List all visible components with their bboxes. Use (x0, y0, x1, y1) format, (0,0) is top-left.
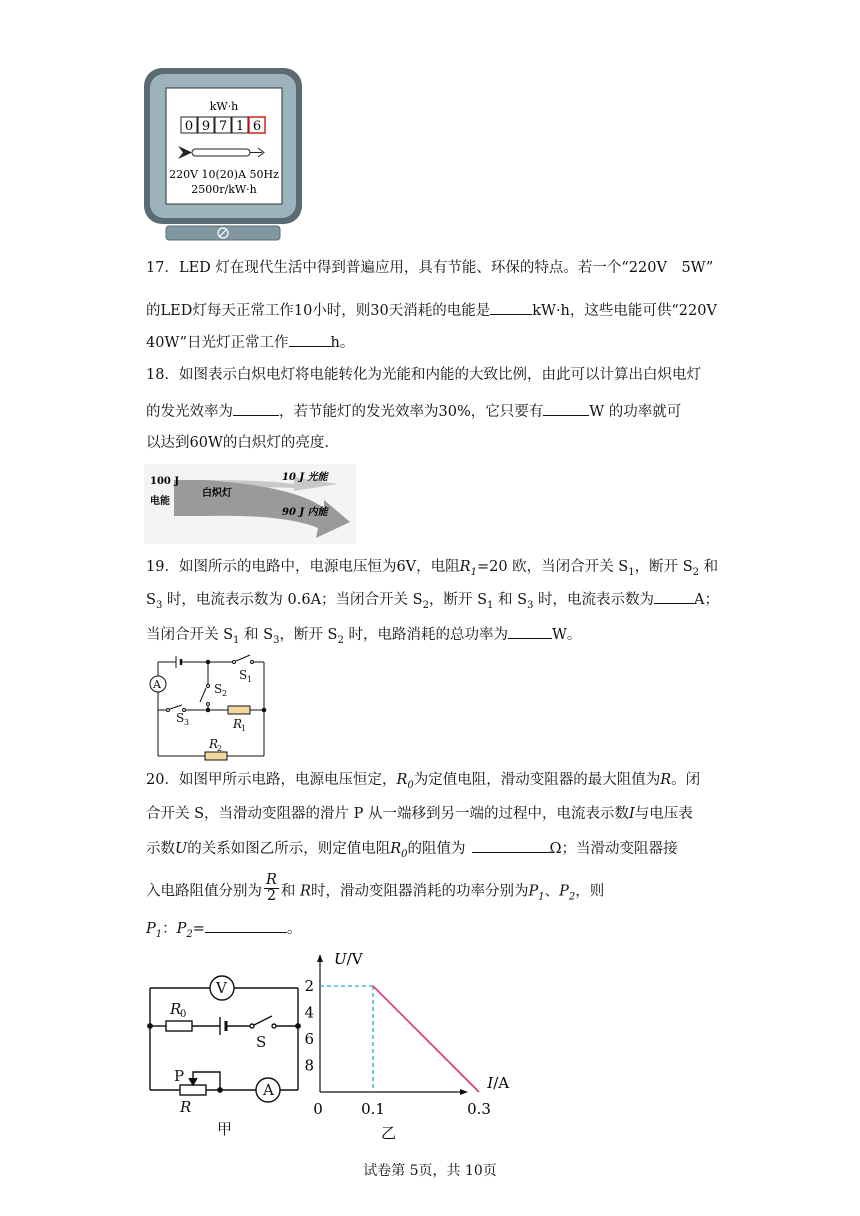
q20-sub: 2 (186, 928, 193, 940)
q19-text: 19．如图所示的电路中，电源电压恒为6V，电阻 (146, 559, 460, 575)
y-tick-label: 4 (304, 1003, 314, 1022)
q20-circuit-jia (140, 966, 310, 1142)
q19-sub: 2 (692, 566, 700, 578)
q19-sub: 1 (487, 599, 494, 611)
resistor-r2-icon (205, 752, 227, 760)
q20-var: R (660, 772, 672, 788)
meter-digit-row (181, 117, 265, 134)
q20-text: 的关系如图乙所示，则定值电阻 (187, 841, 391, 857)
q20-text: 为定值电阻，滑动变阻器的最大阻值为 (413, 772, 661, 788)
q19-sub: 3 (527, 599, 534, 611)
switch-label: S (256, 1033, 267, 1051)
figure-caption: 甲 (217, 1120, 233, 1138)
q19-text: ，断开 S (634, 559, 693, 575)
y-axis-label: U/V (334, 950, 363, 968)
fraction-r-over-2 (264, 873, 279, 904)
q19-text: 和 S (239, 627, 274, 643)
meter-unit: kW·h (209, 100, 239, 113)
q19-sub: 3 (273, 634, 280, 646)
q19-sub: 1 (628, 566, 635, 578)
q20-sub: 1 (155, 928, 163, 940)
q18-line2 (146, 401, 681, 422)
q18-text: W 的功率就可 (589, 404, 682, 420)
q18-text: 的发光效率为 (146, 404, 233, 420)
y-tick-label: 6 (304, 1030, 314, 1048)
q20-text: 与电压表 (634, 806, 693, 822)
q20-text: 、 (544, 883, 560, 900)
answer-blank (233, 401, 279, 416)
q20-var: R (396, 772, 408, 788)
q19-sub: 1 (470, 566, 477, 578)
answer-blank (654, 589, 694, 604)
q18-line3: 以达到60W的白炽灯的亮度. (146, 435, 329, 451)
q20-var: P (146, 921, 156, 937)
q20-text: 和 (280, 883, 296, 900)
answer-blank (289, 332, 331, 347)
figure-caption: 乙 (381, 1124, 397, 1142)
switch-s1-sub: 1 (247, 675, 253, 684)
energy-input-value: 100 J (150, 476, 180, 487)
rheostat-icon (180, 1085, 206, 1095)
q20-line3 (146, 838, 678, 865)
q19-line1 (146, 557, 718, 583)
meter-digit: 1 (235, 119, 245, 134)
q20-text: 20．如图甲所示电路，电源电压恒定， (146, 772, 397, 788)
q20-text: 时，滑动变阻器消耗的功率分别为 (310, 883, 529, 900)
x-axis-label: I/A (487, 1074, 510, 1092)
q20-var: R (390, 841, 402, 857)
q20-var: I (629, 806, 635, 822)
q19-sub: 1 (233, 634, 240, 646)
q17-text: kW·h，这些电能可供“220V (532, 303, 717, 319)
answer-blank (472, 838, 550, 853)
q20-text: 合开关 S，当滑动变阻器的滑片 P 从一端移到另一端的过程中，电流表示数 (146, 806, 630, 822)
q18-text: ，若节能灯的发光效率为30%，它只要有 (279, 404, 544, 420)
electricity-meter-figure (140, 66, 308, 244)
q20-text: ： (162, 921, 177, 937)
q20-sub: 2 (568, 891, 576, 903)
switch-s3-sub: 3 (184, 718, 190, 727)
q20-text: 。闭 (671, 772, 701, 788)
resistor-r1-icon (228, 706, 250, 714)
page-footer: 试卷第 5页，共 10页 (363, 1163, 497, 1179)
energy-input-label: 电能 (150, 496, 170, 507)
q20-var: P (528, 883, 539, 900)
resistor-r2-label: R (209, 737, 219, 751)
q17-text: h。 (330, 335, 355, 351)
q19-sub: 3 (155, 599, 163, 611)
q20-sub: 0 (407, 779, 414, 791)
q20-text: Ω；当滑动变阻器接 (549, 841, 678, 857)
y-tick-label: 2 (304, 977, 314, 995)
q19-text: S (146, 592, 156, 608)
q19-text: 时，电路消耗的总功率为 (343, 627, 508, 643)
answer-blank (490, 300, 532, 315)
resistor-r2-sub: 2 (217, 744, 223, 753)
q20-text: 示数 (146, 841, 175, 857)
meter-digit: 0 (184, 119, 194, 134)
x-axis-arrow-icon (460, 1089, 468, 1095)
q20-var: R (300, 883, 311, 900)
q19-line3 (146, 624, 581, 651)
resistor-r0-label: R (170, 1000, 182, 1018)
q19-text: =20 欧，当闭合开关 S (476, 559, 629, 575)
rheostat-label: R (180, 1098, 192, 1116)
q20-line2 (146, 804, 693, 824)
q19-text: 当闭合开关 S (146, 627, 234, 643)
q17-text: 的LED灯每天正常工作10小时，则30天消耗的电能是 (146, 303, 491, 319)
ammeter-label: A (153, 678, 161, 691)
q19-circuit-diagram (144, 652, 274, 762)
q19-text: A； (694, 592, 720, 608)
q20-line5 (146, 918, 301, 945)
q20-sub: 1 (538, 891, 545, 903)
resistor-r0-icon (166, 1021, 192, 1031)
ammeter-label: A (263, 1081, 274, 1099)
q19-text: 和 S (493, 592, 528, 608)
q17-line1: 17．LED 灯在现代生活中得到普遍应用，具有节能、环保的特点。若一个“220V 5W” (146, 260, 714, 276)
resistor-r1-label: R (233, 717, 243, 731)
q20-line4 (146, 872, 605, 907)
q19-text: W。 (551, 627, 582, 643)
energy-out-light: 10 J 光能 (282, 472, 328, 483)
voltmeter-label: V (216, 979, 227, 997)
meter-digit: 9 (201, 119, 211, 134)
q19-sub: 2 (337, 634, 344, 646)
q20-var: U (175, 841, 188, 857)
series-line (373, 986, 479, 1092)
resistor-r1-sub: 1 (241, 724, 247, 733)
q19-text: 时，电流表示数为 (533, 592, 655, 608)
answer-blank (508, 624, 552, 639)
energy-flow-diagram (144, 464, 356, 544)
q17-text: 40W”日光灯正常工作 (146, 335, 289, 351)
q20-text: 入电路阻值分别为 (146, 883, 262, 900)
q20-text: 。 (286, 921, 302, 937)
q19-text: 和 (699, 559, 719, 575)
q20-text: = (192, 921, 205, 937)
meter-digit: 6 (252, 119, 262, 134)
x-tick-label: 0.3 (467, 1100, 491, 1118)
y-axis-arrow-icon (317, 954, 323, 962)
meter-rating-line2: 2500r/kW·h (191, 183, 257, 196)
switch-s2-label: S (214, 682, 223, 696)
q20-ui-graph-yi (300, 950, 510, 1142)
meter-digit: 7 (218, 119, 228, 134)
q19-text: ，断开 S (428, 592, 488, 608)
q19-text: ，断开 S (279, 627, 338, 643)
resistor-r0-sub: 0 (180, 1009, 187, 1020)
q20-text: ，则 (575, 883, 605, 900)
x-tick-label: 0.1 (361, 1100, 385, 1118)
q18-line1: 18．如图表示白炽电灯将电能转化为光能和内能的大致比例，由此可以计算出白炽电灯 (146, 367, 701, 383)
energy-out-heat: 90 J 内能 (282, 507, 328, 518)
q19-var: R (459, 559, 471, 575)
switch-s2-sub: 2 (222, 689, 228, 698)
energy-device-label: 白炽灯 (202, 488, 232, 499)
fraction-denominator: 2 (266, 888, 277, 904)
q20-text: 的阻值为 (407, 841, 466, 857)
switch-s1-label: S (239, 668, 248, 682)
q19-text: 时，电流表示数为 0.6A；当闭合开关 S (162, 592, 423, 608)
y-tick-label: 8 (304, 1056, 314, 1075)
x-tick-label: 0 (313, 1100, 323, 1118)
q17-line3 (146, 332, 354, 353)
q20-sub: 0 (401, 848, 408, 860)
fraction-numerator: R (266, 872, 277, 888)
q19-sub: 2 (422, 599, 429, 611)
answer-blank (543, 401, 589, 416)
answer-blank (205, 918, 287, 933)
q19-line2 (146, 589, 719, 616)
q17-line2 (146, 300, 717, 321)
q20-var: P (559, 883, 569, 900)
switch-s3-label: S (176, 711, 185, 725)
q20-var: P (176, 921, 187, 937)
slider-p-label: P (174, 1067, 185, 1085)
q20-line1 (146, 770, 700, 796)
meter-rating-line1: 220V 10(20)A 50Hz (169, 168, 279, 181)
